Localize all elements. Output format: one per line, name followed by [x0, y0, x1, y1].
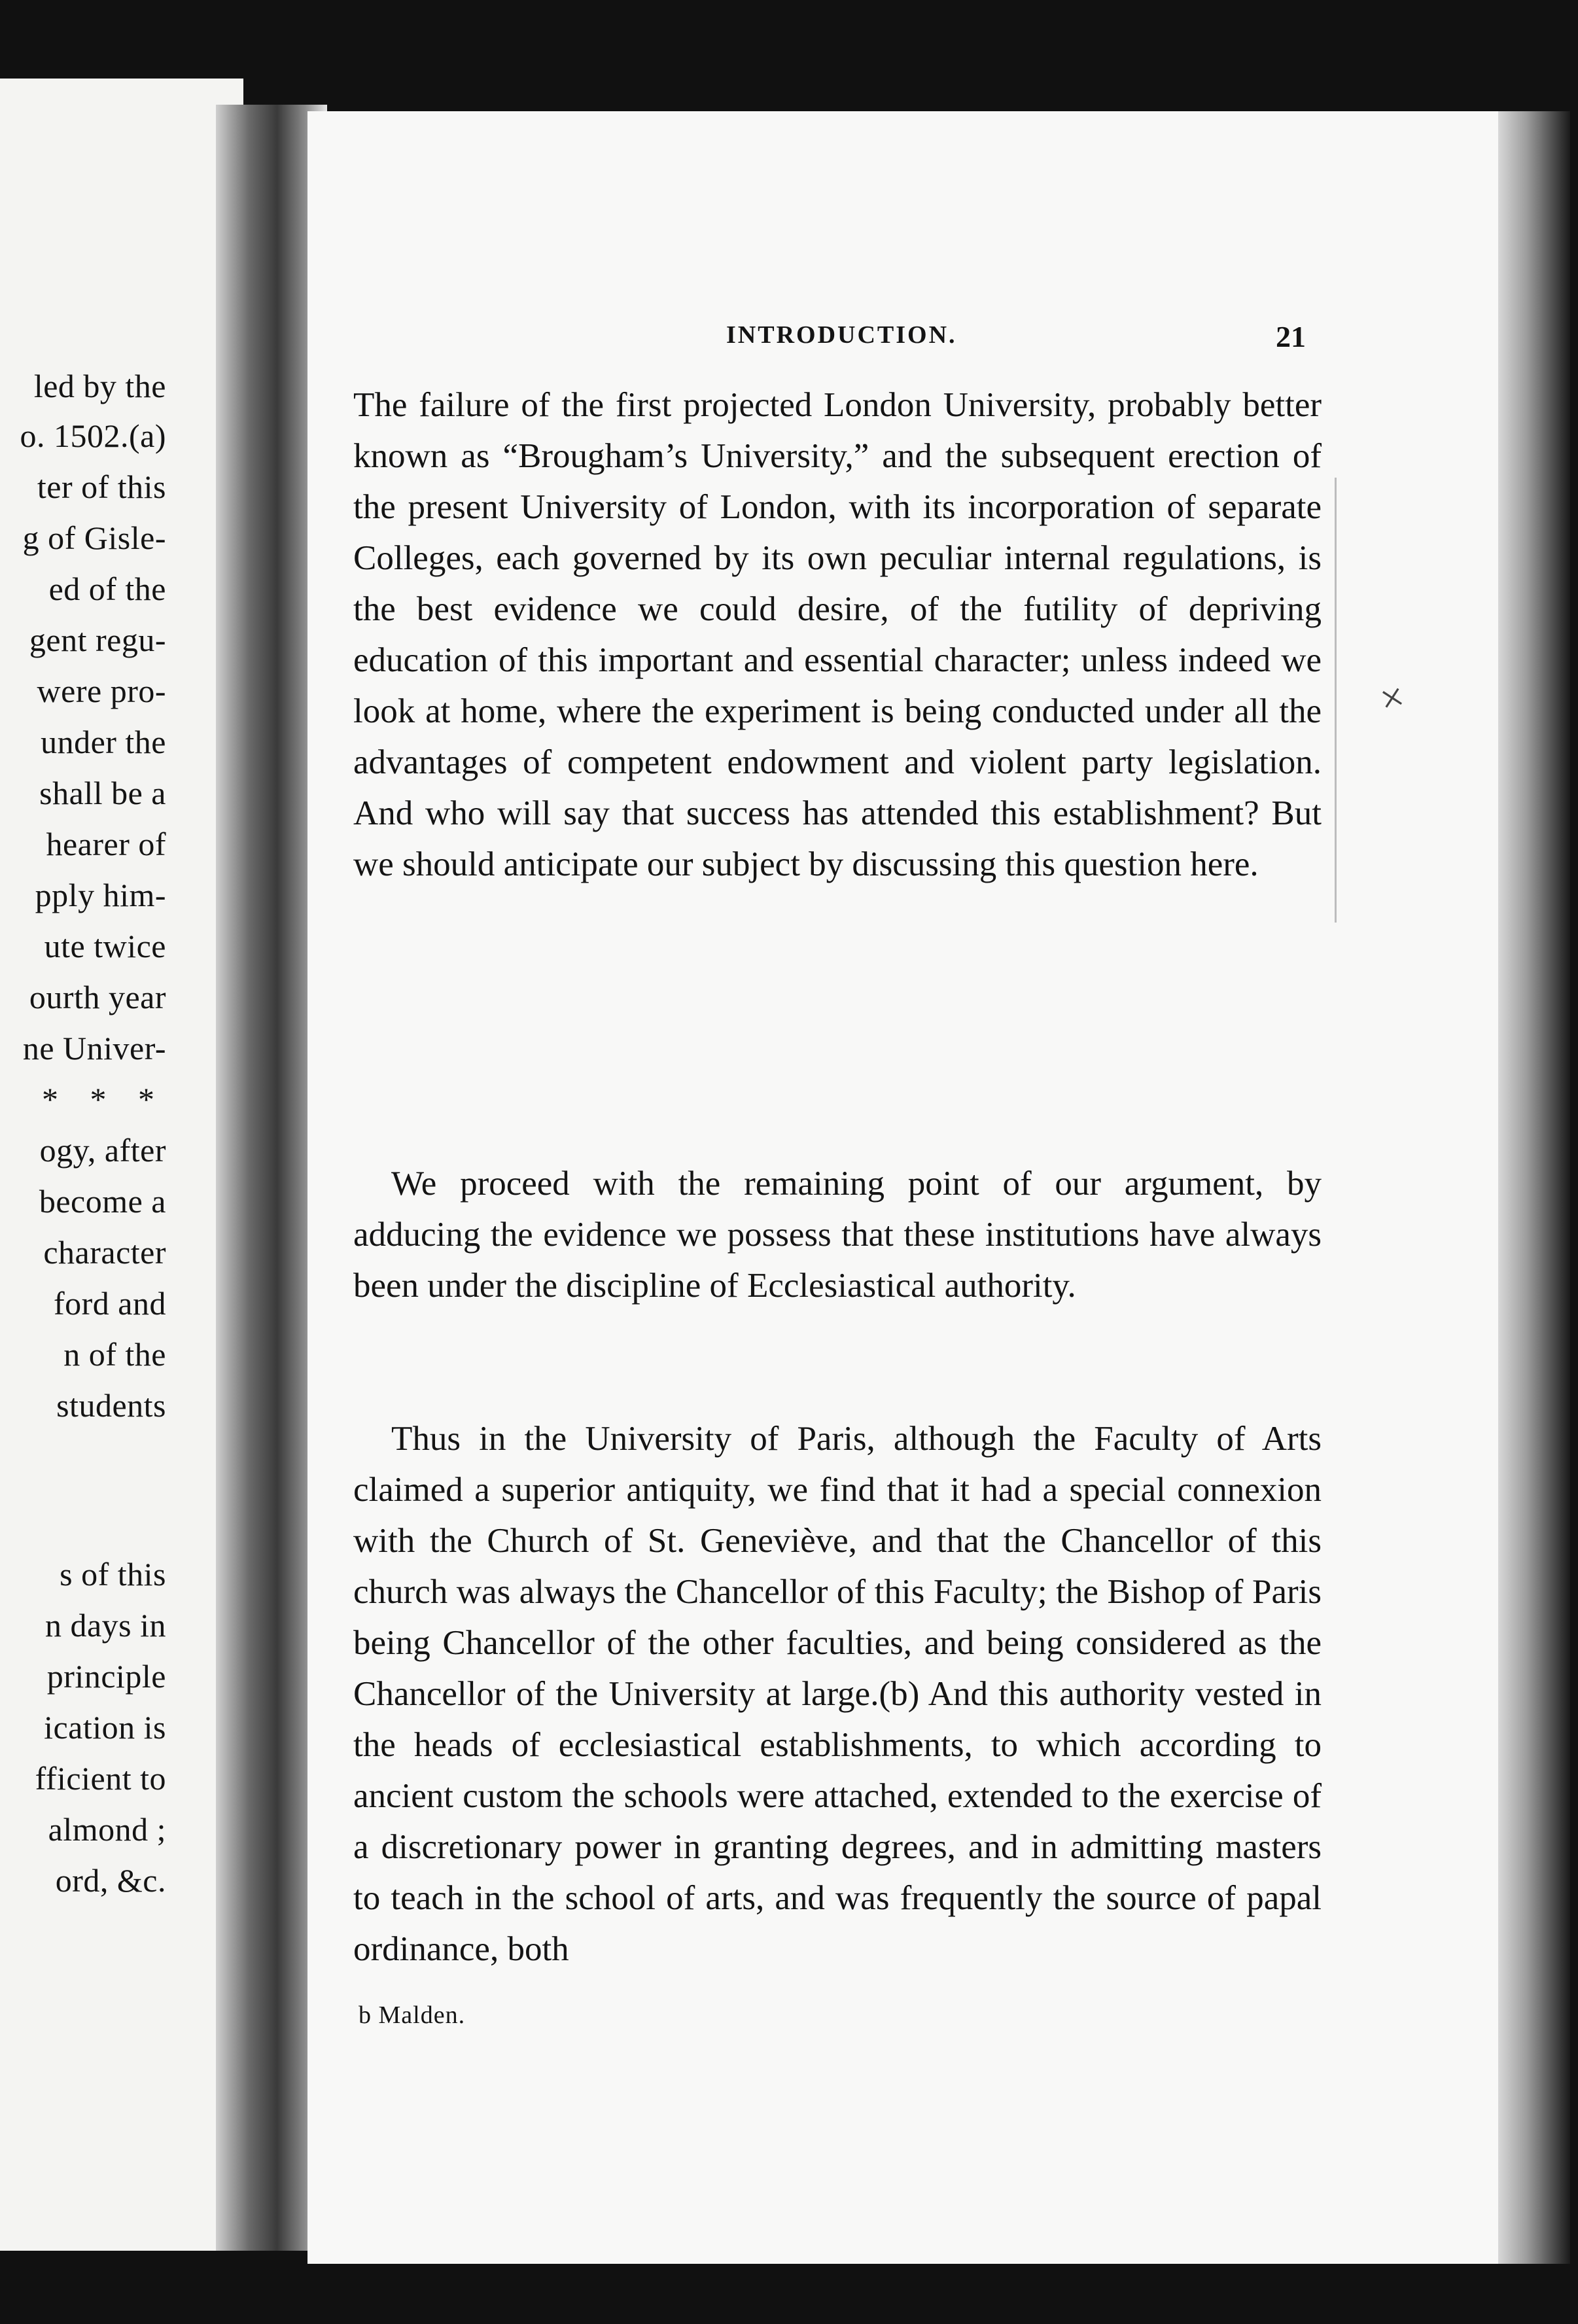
- left-page-asterisks: * * *: [42, 1081, 166, 1118]
- left-page-line: hearer of: [46, 826, 166, 862]
- left-page-line: shall be a: [39, 775, 166, 811]
- left-page-line: were pro-: [37, 673, 166, 709]
- left-page-line: o. 1502.(a): [20, 417, 166, 454]
- margin-pencil-line: [1335, 478, 1337, 923]
- margin-cross-mark: ×: [1375, 673, 1409, 723]
- left-page-line: gent regu-: [29, 622, 166, 658]
- page-number: 21: [1276, 320, 1306, 353]
- paragraph-2: We proceed with the remaining point of our argument, by adducing the evidence we possess that these institutions have always been under the discipline of Ecclesiastical authority.: [353, 1165, 1322, 1305]
- footnote: b Malden.: [359, 2001, 466, 2029]
- left-page-line: g of Gisle-: [22, 519, 166, 556]
- left-page-line: almond ;: [48, 1811, 166, 1848]
- left-page-line: led by the: [33, 368, 166, 404]
- left-page-line: ute twice: [44, 928, 166, 964]
- left-page-line: become a: [39, 1183, 166, 1220]
- left-page-line: ter of this: [37, 468, 166, 505]
- left-page-line: under the: [41, 724, 166, 760]
- left-page-line: fficient to: [35, 1760, 166, 1797]
- left-page: [0, 79, 243, 2251]
- left-page-line: students: [56, 1387, 166, 1424]
- left-page-line: character: [43, 1234, 166, 1271]
- paragraph-3: Thus in the University of Paris, although the Faculty of Arts claimed a superior antiquity, we find that it had a special connexion with the Church of St. Geneviève, and that the Chancellor of this church was always the Chancellor of this Faculty; the Bishop of Paris being Chancellor of the other faculties, and being considered as the Chancellor of the University at large.(b) And this authority vested in the heads of ecclesiastical establishments, to which according to ancient custom the schools were attached, extended to the exercise of a discretionary power in granting degrees, and in admitting masters to teach in the school of arts, and was frequently the source of papal ordinance, both: [353, 1420, 1322, 1968]
- left-page-line: ne Univer-: [22, 1030, 166, 1066]
- right-page: [307, 111, 1524, 2264]
- left-page-line: ogy, after: [39, 1132, 166, 1169]
- left-page-line: pply him-: [35, 877, 166, 913]
- page-edge-shadow: [1498, 111, 1570, 2264]
- left-page-line: ication is: [44, 1709, 166, 1746]
- left-page-line: n of the: [63, 1336, 166, 1373]
- paragraph-1: The failure of the first projected London University, probably better known as “Brougham’s University,” and the subsequent erection of the present University of London, with its incorporation of separate Colleges, each governed by its own peculiar internal regulations, is the best evidence we could desire, of the futility of depriving education of this important and essential character; unless indeed we look at home, where the experiment is being conducted under all the advantages of competent endowment and violent party legislation. And who will say that success has attended this establishment? But we should anticipate our subject by discussing this question here.: [353, 386, 1322, 883]
- left-page-line: ed of the: [48, 571, 166, 607]
- left-page-line: n days in: [44, 1607, 166, 1644]
- left-page-line: ord, &c.: [55, 1862, 166, 1899]
- left-page-line: principle: [46, 1658, 166, 1695]
- left-page-line: ford and: [54, 1285, 166, 1322]
- left-page-line: s of this: [60, 1556, 166, 1593]
- left-page-line: ourth year: [29, 979, 166, 1015]
- running-head: INTRODUCTION.: [726, 321, 957, 349]
